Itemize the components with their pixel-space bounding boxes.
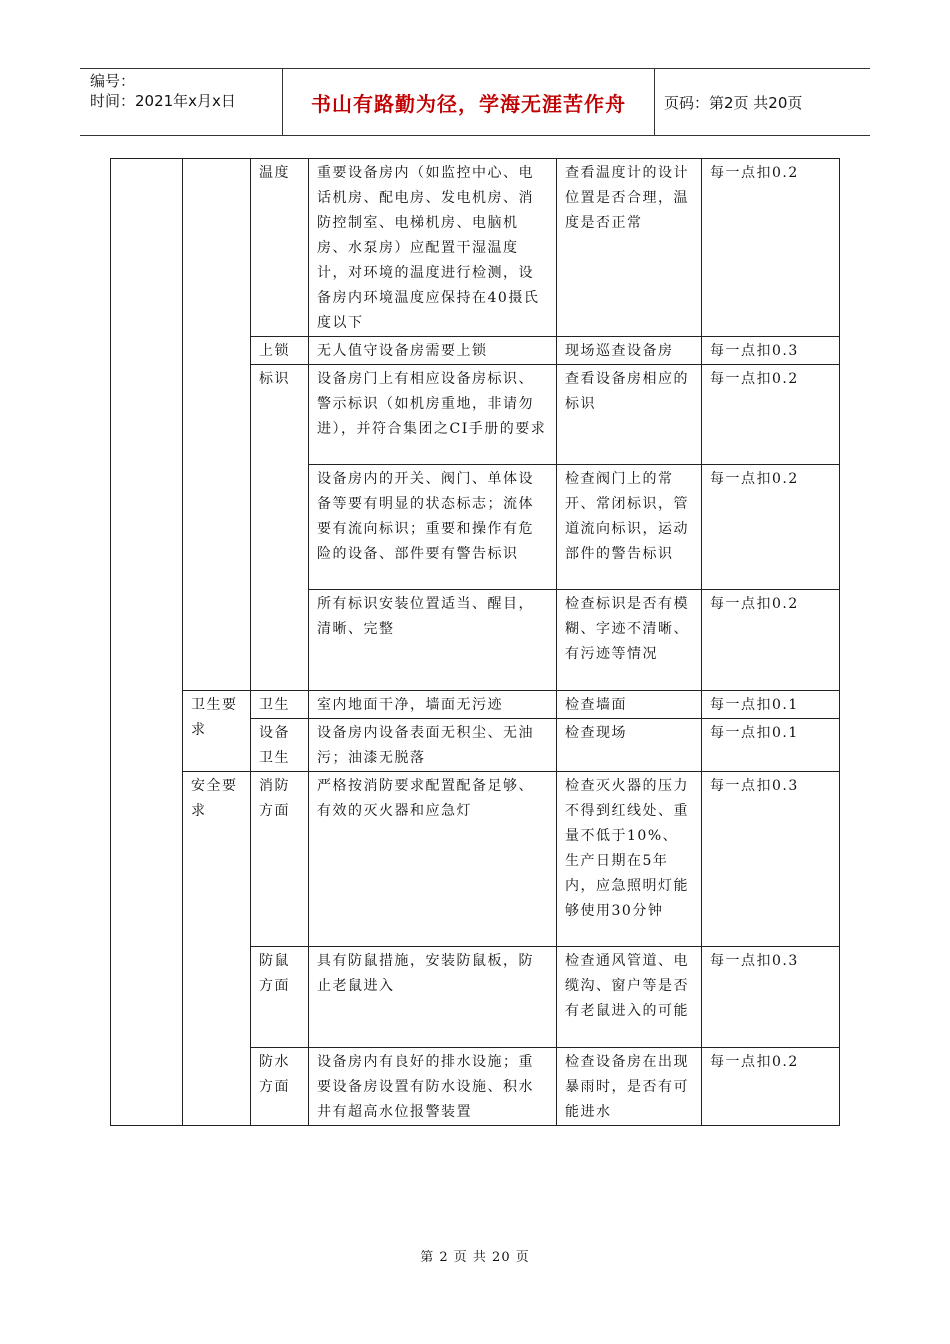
category-cell: 卫生要求 — [183, 691, 251, 772]
score-cell: 每一点扣0.1 — [702, 691, 840, 719]
check-method-cell: 查看设备房相应的标识 — [557, 365, 702, 465]
score-cell: 每一点扣0.2 — [702, 1048, 840, 1126]
check-method-cell: 检查现场 — [557, 719, 702, 772]
check-method-cell: 检查通风管道、电缆沟、窗户等是否有老鼠进入的可能 — [557, 947, 702, 1048]
table-row — [111, 159, 840, 337]
sub-item-cell: 温度 — [251, 159, 309, 337]
score-cell: 每一点扣0.3 — [702, 772, 840, 947]
document-number-label: 编号： — [90, 72, 136, 90]
category-cell: 安全要求 — [183, 772, 251, 1126]
requirement-cell: 设备房内设备表面无积尘、无油污；油漆无脱落 — [309, 719, 557, 772]
score-cell: 每一点扣0.2 — [702, 365, 840, 465]
requirement-cell: 设备房内的开关、阀门、单体设备等要有明显的状态标志；流体要有流向标识；重要和操作有危险的设备、部件要有警告标识 — [309, 465, 557, 590]
score-cell: 每一点扣0.2 — [702, 590, 840, 691]
requirement-cell: 具有防鼠措施，安装防鼠板，防止老鼠进入 — [309, 947, 557, 1048]
table-cell — [111, 159, 183, 1126]
table-row — [111, 772, 840, 947]
check-method-cell: 检查标识是否有模糊、字迹不清晰、有污迹等情况 — [557, 590, 702, 691]
requirement-cell: 设备房内有良好的排水设施；重要设备房设置有防水设施、积水井有超高水位报警装置 — [309, 1048, 557, 1126]
requirement-cell: 无人值守设备房需要上锁 — [309, 337, 557, 365]
requirement-cell: 重要设备房内（如监控中心、电话机房、配电房、发电机房、消防控制室、电梯机房、电脑机房、水泵房）应配置干湿温度计，对环境的温度进行检测，设备房内环境温度应保持在40摄氏度以下 — [309, 159, 557, 337]
page-footer: 第 2 页 共 20 页 — [420, 1250, 530, 1265]
requirement-cell: 所有标识安装位置适当、醒目，清晰、完整 — [309, 590, 557, 691]
page-header — [80, 68, 870, 136]
header-motto: 书山有路勤为径，学海无涯苦作舟 — [311, 91, 626, 116]
score-cell: 每一点扣0.2 — [702, 159, 840, 337]
score-cell: 每一点扣0.3 — [702, 337, 840, 365]
check-method-cell: 检查阀门上的常开、常闭标识，管道流向标识，运动部件的警告标识 — [557, 465, 702, 590]
sub-item-cell: 防鼠方面 — [251, 947, 309, 1048]
header-page-label: 页码：第2页 共20页 — [664, 93, 803, 112]
document-time-label: 时间：2021年x月x日 — [90, 92, 236, 110]
sub-item-cell: 设备卫生 — [251, 719, 309, 772]
requirement-cell: 室内地面干净，墙面无污迹 — [309, 691, 557, 719]
requirement-cell: 严格按消防要求配置配备足够、有效的灭火器和应急灯 — [309, 772, 557, 947]
score-cell: 每一点扣0.3 — [702, 947, 840, 1048]
score-cell: 每一点扣0.1 — [702, 719, 840, 772]
table-row — [111, 691, 840, 719]
sub-item-cell: 消防方面 — [251, 772, 309, 947]
check-method-cell: 检查灭火器的压力不得到红线处、重量不低于10%、生产日期在5年内，应急照明灯能够使用30分钟 — [557, 772, 702, 947]
header-meta — [90, 71, 280, 111]
check-method-cell: 查看温度计的设计位置是否合理，温度是否正常 — [557, 159, 702, 337]
score-cell: 每一点扣0.2 — [702, 465, 840, 590]
check-method-cell: 现场巡查设备房 — [557, 337, 702, 365]
sub-item-cell: 防水方面 — [251, 1048, 309, 1126]
check-method-cell: 检查设备房在出现暴雨时，是否有可能进水 — [557, 1048, 702, 1126]
sub-item-cell: 标识 — [251, 365, 309, 691]
requirement-cell: 设备房门上有相应设备房标识、警示标识（如机房重地，非请勿进），并符合集团之CI手册的要求 — [309, 365, 557, 465]
inspection-table — [110, 158, 840, 1126]
header-divider — [654, 69, 655, 135]
sub-item-cell: 卫生 — [251, 691, 309, 719]
table-cell — [183, 159, 251, 691]
check-method-cell: 检查墙面 — [557, 691, 702, 719]
sub-item-cell: 上锁 — [251, 337, 309, 365]
